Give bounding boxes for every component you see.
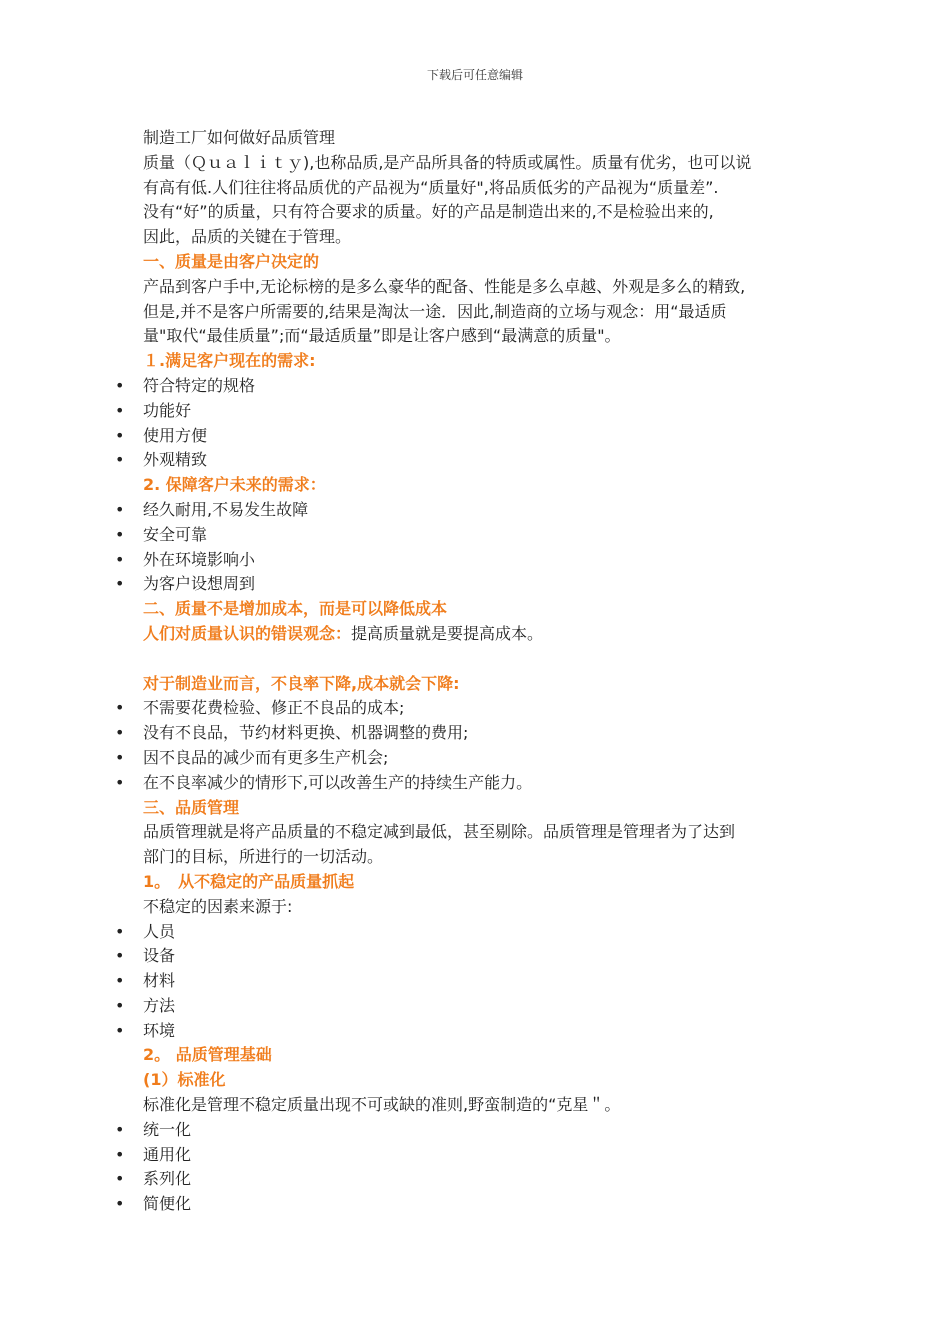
paragraph-line: 产品到客户手中,无论标榜的是多么豪华的配备、性能是多么卓越、外观是多么的精致, bbox=[143, 276, 746, 296]
list-item: • 不需要花费检验、修正不良品的成本; bbox=[143, 696, 823, 721]
list-item: • 通用化 bbox=[143, 1143, 823, 1168]
list-item: • 系列化 bbox=[143, 1167, 823, 1192]
subsection-heading: (1）标准化 bbox=[143, 1070, 226, 1090]
intro-line: 有高有低.人们往往将品质优的产品视为“质量好",将品质低劣的产品视为“质量差”. bbox=[143, 177, 719, 197]
list-item: • 功能好 bbox=[143, 399, 823, 424]
paragraph-line: 但是,并不是客户所需要的,结果是淘汰一途．因此,制造商的立场与观念：用“最适质 bbox=[143, 301, 727, 321]
list-item: • 设备 bbox=[143, 944, 823, 969]
misconception-text: 提高质量就是要提高成本。 bbox=[351, 623, 544, 643]
paragraph-line: 标准化是管理不稳定质量出现不可或缺的准则,野蛮制造的“克星＂。 bbox=[143, 1095, 621, 1115]
list-item: • 符合特定的规格 bbox=[143, 374, 823, 399]
document-body bbox=[143, 126, 823, 1217]
subsection-heading: 1。 从不稳定的产品质量抓起 bbox=[143, 871, 355, 891]
section-heading: 三、品质管理 bbox=[143, 797, 240, 817]
document-title: 制造工厂如何做好品质管理 bbox=[143, 128, 336, 147]
subsection-heading: 2. 保障客户未来的需求： bbox=[143, 475, 326, 495]
list-item: • 环境 bbox=[143, 1019, 823, 1044]
misconception-line bbox=[143, 622, 823, 647]
paragraph-line: 品质管理就是将产品质量的不稳定减到最低，甚至剔除。品质管理是管理者为了达到 bbox=[143, 822, 736, 842]
list-item: • 外观精致 bbox=[143, 448, 823, 473]
list-item: • 统一化 bbox=[143, 1118, 823, 1143]
section-heading: 二、质量不是增加成本，而是可以降低成本 bbox=[143, 599, 448, 619]
paragraph-line: 量"取代“最佳质量”;而“最适质量”即是让客户感到“最满意的质量"。 bbox=[143, 326, 621, 346]
paragraph-line: 部门的目标，所进行的一切活动。 bbox=[143, 847, 384, 867]
list-item: • 方法 bbox=[143, 994, 823, 1019]
subsection-heading: 对于制造业而言，不良率下降,成本就会下降: bbox=[143, 673, 460, 693]
list-item: • 简便化 bbox=[143, 1192, 823, 1217]
page-header: 下载后可任意编辑 bbox=[426, 68, 523, 82]
intro-line: 没有“好”的质量，只有符合要求的质量。好的产品是制造出来的,不是检验出来的, bbox=[143, 202, 714, 222]
subsection-heading: １.满足客户现在的需求: bbox=[143, 351, 316, 371]
list-item: • 外在环境影响小 bbox=[143, 548, 823, 573]
subsection-heading: 2。 品质管理基础 bbox=[143, 1045, 272, 1065]
list-item: • 安全可靠 bbox=[143, 523, 823, 548]
spacer bbox=[143, 647, 823, 672]
misconception-label: 人们对质量认识的错误观念： bbox=[143, 623, 352, 643]
list-item: • 没有不良品，节约材料更换、机器调整的费用; bbox=[143, 721, 823, 746]
list-item: • 经久耐用,不易发生故障 bbox=[143, 498, 823, 523]
intro-line: 因此，品质的关键在于管理。 bbox=[143, 227, 352, 247]
section-heading: 一、质量是由客户决定的 bbox=[143, 251, 320, 271]
list-item: • 使用方便 bbox=[143, 424, 823, 449]
intro-line: 质量（Ｑｕａｌｉｔｙ),也称品质,是产品所具备的特质或属性。质量有优劣，也可以说 bbox=[143, 152, 752, 172]
list-item: • 因不良品的减少而有更多生产机会; bbox=[143, 746, 823, 771]
list-item: • 在不良率减少的情形下,可以改善生产的持续生产能力。 bbox=[143, 771, 823, 796]
list-item: • 材料 bbox=[143, 969, 823, 994]
paragraph-line: 不稳定的因素来源于: bbox=[143, 896, 293, 916]
list-item: • 为客户设想周到 bbox=[143, 572, 823, 597]
list-item: • 人员 bbox=[143, 920, 823, 945]
